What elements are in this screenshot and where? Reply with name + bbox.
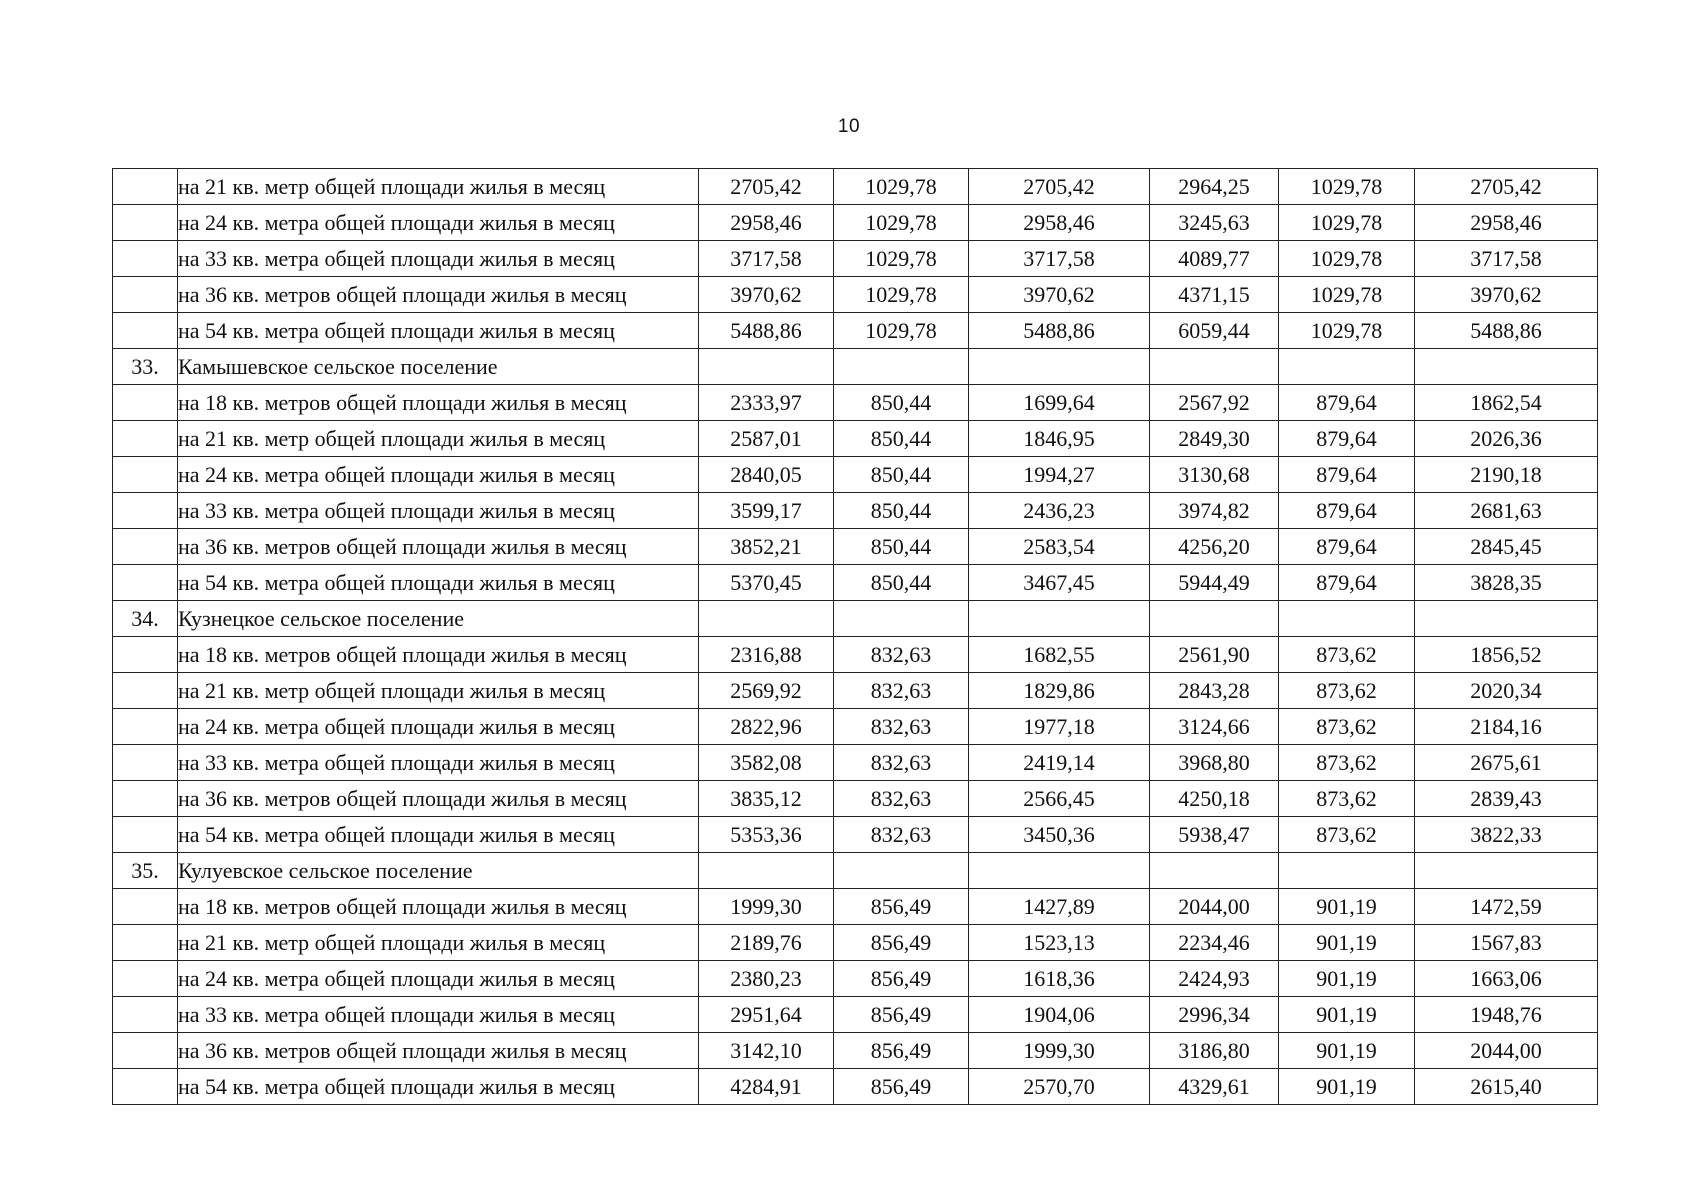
row-number: [113, 781, 178, 817]
value-cell: 850,44: [834, 565, 969, 601]
row-number: [113, 817, 178, 853]
value-cell: 1472,59: [1415, 889, 1598, 925]
value-cell: 2570,70: [969, 1069, 1150, 1105]
row-number: [113, 457, 178, 493]
table-row: [113, 925, 1598, 961]
value-cell: 832,63: [834, 745, 969, 781]
section-row: [113, 601, 1598, 637]
table-row: [113, 961, 1598, 997]
row-label: на 54 кв. метра общей площади жилья в месяц: [178, 1069, 699, 1105]
value-cell: 856,49: [834, 1069, 969, 1105]
value-cell: 4371,15: [1150, 277, 1279, 313]
row-number: [113, 313, 178, 349]
value-cell: [1415, 601, 1598, 637]
row-label: на 33 кв. метра общей площади жилья в месяц: [178, 493, 699, 529]
row-number: [113, 961, 178, 997]
value-cell: 2583,54: [969, 529, 1150, 565]
value-cell: 3186,80: [1150, 1033, 1279, 1069]
row-number: [113, 637, 178, 673]
value-cell: 850,44: [834, 529, 969, 565]
value-cell: 1029,78: [834, 169, 969, 205]
value-cell: 2964,25: [1150, 169, 1279, 205]
value-cell: 3130,68: [1150, 457, 1279, 493]
table-row: [113, 817, 1598, 853]
value-cell: [834, 349, 969, 385]
value-cell: 2958,46: [969, 205, 1150, 241]
row-label: на 36 кв. метров общей площади жилья в месяц: [178, 781, 699, 817]
value-cell: 1567,83: [1415, 925, 1598, 961]
value-cell: 3968,80: [1150, 745, 1279, 781]
value-cell: 1523,13: [969, 925, 1150, 961]
table-row: [113, 637, 1598, 673]
value-cell: 2845,45: [1415, 529, 1598, 565]
value-cell: 832,63: [834, 637, 969, 673]
row-number: 33.: [113, 349, 178, 385]
value-cell: 5944,49: [1150, 565, 1279, 601]
value-cell: 2843,28: [1150, 673, 1279, 709]
value-cell: 2044,00: [1415, 1033, 1598, 1069]
value-cell: 2587,01: [699, 421, 834, 457]
value-cell: 1029,78: [834, 241, 969, 277]
value-cell: [699, 349, 834, 385]
row-label: на 18 кв. метров общей площади жилья в месяц: [178, 385, 699, 421]
value-cell: 3970,62: [969, 277, 1150, 313]
row-number: [113, 709, 178, 745]
value-cell: 901,19: [1279, 889, 1415, 925]
value-cell: 1029,78: [834, 313, 969, 349]
value-cell: 832,63: [834, 673, 969, 709]
value-cell: 2840,05: [699, 457, 834, 493]
value-cell: 2316,88: [699, 637, 834, 673]
value-cell: 832,63: [834, 817, 969, 853]
row-number: [113, 385, 178, 421]
table-row: [113, 277, 1598, 313]
value-cell: [1279, 601, 1415, 637]
row-number: [113, 493, 178, 529]
value-cell: 3717,58: [1415, 241, 1598, 277]
value-cell: 3599,17: [699, 493, 834, 529]
value-cell: 1029,78: [834, 205, 969, 241]
value-cell: 3245,63: [1150, 205, 1279, 241]
value-cell: 2020,34: [1415, 673, 1598, 709]
value-cell: 2234,46: [1150, 925, 1279, 961]
table-row: [113, 673, 1598, 709]
row-number: [113, 421, 178, 457]
value-cell: 1029,78: [1279, 205, 1415, 241]
value-cell: 2951,64: [699, 997, 834, 1033]
value-cell: 901,19: [1279, 961, 1415, 997]
section-title: Кулуевское сельское поселение: [178, 853, 699, 889]
row-number: [113, 277, 178, 313]
value-cell: [969, 349, 1150, 385]
value-cell: 2566,45: [969, 781, 1150, 817]
value-cell: 2184,16: [1415, 709, 1598, 745]
row-label: на 36 кв. метров общей площади жилья в месяц: [178, 1033, 699, 1069]
row-label: на 33 кв. метра общей площади жилья в месяц: [178, 745, 699, 781]
row-number: [113, 997, 178, 1033]
value-cell: 2419,14: [969, 745, 1150, 781]
row-number: [113, 529, 178, 565]
value-cell: 4329,61: [1150, 1069, 1279, 1105]
value-cell: 2958,46: [1415, 205, 1598, 241]
table-row: [113, 421, 1598, 457]
table-body: [113, 169, 1598, 1105]
value-cell: 1829,86: [969, 673, 1150, 709]
value-cell: 856,49: [834, 889, 969, 925]
value-cell: [969, 853, 1150, 889]
section-title: Кузнецкое сельское поселение: [178, 601, 699, 637]
value-cell: 2615,40: [1415, 1069, 1598, 1105]
row-label: на 21 кв. метр общей площади жилья в месяц: [178, 421, 699, 457]
value-cell: 1699,64: [969, 385, 1150, 421]
row-label: на 54 кв. метра общей площади жилья в месяц: [178, 313, 699, 349]
value-cell: 3828,35: [1415, 565, 1598, 601]
value-cell: 2561,90: [1150, 637, 1279, 673]
row-number: [113, 1033, 178, 1069]
value-cell: 879,64: [1279, 457, 1415, 493]
table-row: [113, 709, 1598, 745]
value-cell: 2996,34: [1150, 997, 1279, 1033]
row-label: на 33 кв. метра общей площади жилья в месяц: [178, 241, 699, 277]
value-cell: 879,64: [1279, 493, 1415, 529]
value-cell: 3467,45: [969, 565, 1150, 601]
value-cell: 3974,82: [1150, 493, 1279, 529]
value-cell: 2189,76: [699, 925, 834, 961]
row-label: на 54 кв. метра общей площади жилья в месяц: [178, 817, 699, 853]
row-number: [113, 565, 178, 601]
value-cell: 1977,18: [969, 709, 1150, 745]
value-cell: 1856,52: [1415, 637, 1598, 673]
row-label: на 18 кв. метров общей площади жилья в месяц: [178, 889, 699, 925]
value-cell: 879,64: [1279, 385, 1415, 421]
value-cell: [699, 853, 834, 889]
value-cell: 873,62: [1279, 637, 1415, 673]
row-label: на 18 кв. метров общей площади жилья в месяц: [178, 637, 699, 673]
value-cell: 2026,36: [1415, 421, 1598, 457]
value-cell: 3970,62: [699, 277, 834, 313]
table-row: [113, 457, 1598, 493]
value-cell: [1415, 853, 1598, 889]
row-number: 34.: [113, 601, 178, 637]
row-label: на 33 кв. метра общей площади жилья в месяц: [178, 997, 699, 1033]
value-cell: 2705,42: [969, 169, 1150, 205]
value-cell: 1029,78: [1279, 277, 1415, 313]
value-cell: 3142,10: [699, 1033, 834, 1069]
table-row: [113, 1069, 1598, 1105]
value-cell: [1415, 349, 1598, 385]
section-row: [113, 853, 1598, 889]
value-cell: 5353,36: [699, 817, 834, 853]
value-cell: 901,19: [1279, 1069, 1415, 1105]
table-row: [113, 205, 1598, 241]
row-label: на 21 кв. метр общей площади жилья в месяц: [178, 169, 699, 205]
value-cell: 2705,42: [699, 169, 834, 205]
value-cell: 3450,36: [969, 817, 1150, 853]
value-cell: 850,44: [834, 421, 969, 457]
value-cell: 850,44: [834, 493, 969, 529]
table-row: [113, 385, 1598, 421]
value-cell: 3717,58: [699, 241, 834, 277]
table-row: [113, 529, 1598, 565]
value-cell: [1150, 853, 1279, 889]
value-cell: 4256,20: [1150, 529, 1279, 565]
value-cell: 2380,23: [699, 961, 834, 997]
row-label: на 24 кв. метра общей площади жилья в месяц: [178, 205, 699, 241]
row-number: [113, 169, 178, 205]
value-cell: 1029,78: [834, 277, 969, 313]
value-cell: [969, 601, 1150, 637]
value-cell: 1999,30: [969, 1033, 1150, 1069]
value-cell: 4284,91: [699, 1069, 834, 1105]
section-title: Камышевское сельское поселение: [178, 349, 699, 385]
value-cell: 832,63: [834, 709, 969, 745]
value-cell: 879,64: [1279, 529, 1415, 565]
value-cell: 1846,95: [969, 421, 1150, 457]
value-cell: [834, 601, 969, 637]
row-label: на 21 кв. метр общей площади жилья в месяц: [178, 673, 699, 709]
value-cell: 5370,45: [699, 565, 834, 601]
value-cell: 873,62: [1279, 673, 1415, 709]
value-cell: 873,62: [1279, 817, 1415, 853]
value-cell: 2569,92: [699, 673, 834, 709]
value-cell: 3835,12: [699, 781, 834, 817]
value-cell: 856,49: [834, 961, 969, 997]
value-cell: 1994,27: [969, 457, 1150, 493]
tariff-table: [112, 168, 1598, 1105]
value-cell: 2044,00: [1150, 889, 1279, 925]
row-number: [113, 241, 178, 277]
value-cell: 2567,92: [1150, 385, 1279, 421]
value-cell: 3124,66: [1150, 709, 1279, 745]
value-cell: 850,44: [834, 457, 969, 493]
value-cell: 1618,36: [969, 961, 1150, 997]
value-cell: 4089,77: [1150, 241, 1279, 277]
value-cell: 1029,78: [1279, 241, 1415, 277]
table-row: [113, 1033, 1598, 1069]
value-cell: 1904,06: [969, 997, 1150, 1033]
value-cell: 5488,86: [1415, 313, 1598, 349]
value-cell: [1279, 853, 1415, 889]
value-cell: 4250,18: [1150, 781, 1279, 817]
value-cell: 901,19: [1279, 997, 1415, 1033]
value-cell: 2849,30: [1150, 421, 1279, 457]
value-cell: 2958,46: [699, 205, 834, 241]
row-number: [113, 673, 178, 709]
row-label: на 24 кв. метра общей площади жилья в месяц: [178, 457, 699, 493]
value-cell: 1948,76: [1415, 997, 1598, 1033]
value-cell: 2822,96: [699, 709, 834, 745]
value-cell: 1663,06: [1415, 961, 1598, 997]
row-label: на 24 кв. метра общей площади жилья в месяц: [178, 709, 699, 745]
row-label: на 24 кв. метра общей площади жилья в месяц: [178, 961, 699, 997]
table-row: [113, 241, 1598, 277]
table-row: [113, 565, 1598, 601]
value-cell: 3822,33: [1415, 817, 1598, 853]
row-label: на 21 кв. метр общей площади жилья в месяц: [178, 925, 699, 961]
value-cell: 1029,78: [1279, 313, 1415, 349]
value-cell: 879,64: [1279, 565, 1415, 601]
value-cell: 5488,86: [699, 313, 834, 349]
row-number: [113, 889, 178, 925]
value-cell: [1150, 349, 1279, 385]
row-number: [113, 745, 178, 781]
value-cell: 873,62: [1279, 709, 1415, 745]
value-cell: 850,44: [834, 385, 969, 421]
value-cell: 5938,47: [1150, 817, 1279, 853]
value-cell: 3717,58: [969, 241, 1150, 277]
value-cell: 1682,55: [969, 637, 1150, 673]
value-cell: 2675,61: [1415, 745, 1598, 781]
table-row: [113, 493, 1598, 529]
value-cell: 873,62: [1279, 745, 1415, 781]
row-label: на 36 кв. метров общей площади жилья в месяц: [178, 529, 699, 565]
value-cell: 1029,78: [1279, 169, 1415, 205]
table-row: [113, 781, 1598, 817]
value-cell: 6059,44: [1150, 313, 1279, 349]
row-label: на 54 кв. метра общей площади жилья в месяц: [178, 565, 699, 601]
value-cell: 3970,62: [1415, 277, 1598, 313]
table-row: [113, 745, 1598, 781]
value-cell: 2681,63: [1415, 493, 1598, 529]
value-cell: 901,19: [1279, 925, 1415, 961]
row-number: [113, 1069, 178, 1105]
table-row: [113, 997, 1598, 1033]
value-cell: 901,19: [1279, 1033, 1415, 1069]
value-cell: 1999,30: [699, 889, 834, 925]
table-row: [113, 313, 1598, 349]
value-cell: 856,49: [834, 1033, 969, 1069]
value-cell: [1150, 601, 1279, 637]
value-cell: 856,49: [834, 925, 969, 961]
table-row: [113, 169, 1598, 205]
value-cell: 2190,18: [1415, 457, 1598, 493]
value-cell: 832,63: [834, 781, 969, 817]
row-label: на 36 кв. метров общей площади жилья в месяц: [178, 277, 699, 313]
value-cell: 2424,93: [1150, 961, 1279, 997]
value-cell: 2436,23: [969, 493, 1150, 529]
value-cell: 3582,08: [699, 745, 834, 781]
value-cell: [834, 853, 969, 889]
row-number: [113, 925, 178, 961]
row-number: [113, 205, 178, 241]
value-cell: 879,64: [1279, 421, 1415, 457]
value-cell: 5488,86: [969, 313, 1150, 349]
page-number: 10: [837, 116, 861, 137]
value-cell: 2333,97: [699, 385, 834, 421]
value-cell: 2839,43: [1415, 781, 1598, 817]
section-row: [113, 349, 1598, 385]
value-cell: 873,62: [1279, 781, 1415, 817]
value-cell: [1279, 349, 1415, 385]
value-cell: 2705,42: [1415, 169, 1598, 205]
value-cell: 3852,21: [699, 529, 834, 565]
row-number: 35.: [113, 853, 178, 889]
table-row: [113, 889, 1598, 925]
value-cell: 1427,89: [969, 889, 1150, 925]
value-cell: 856,49: [834, 997, 969, 1033]
value-cell: [699, 601, 834, 637]
value-cell: 1862,54: [1415, 385, 1598, 421]
